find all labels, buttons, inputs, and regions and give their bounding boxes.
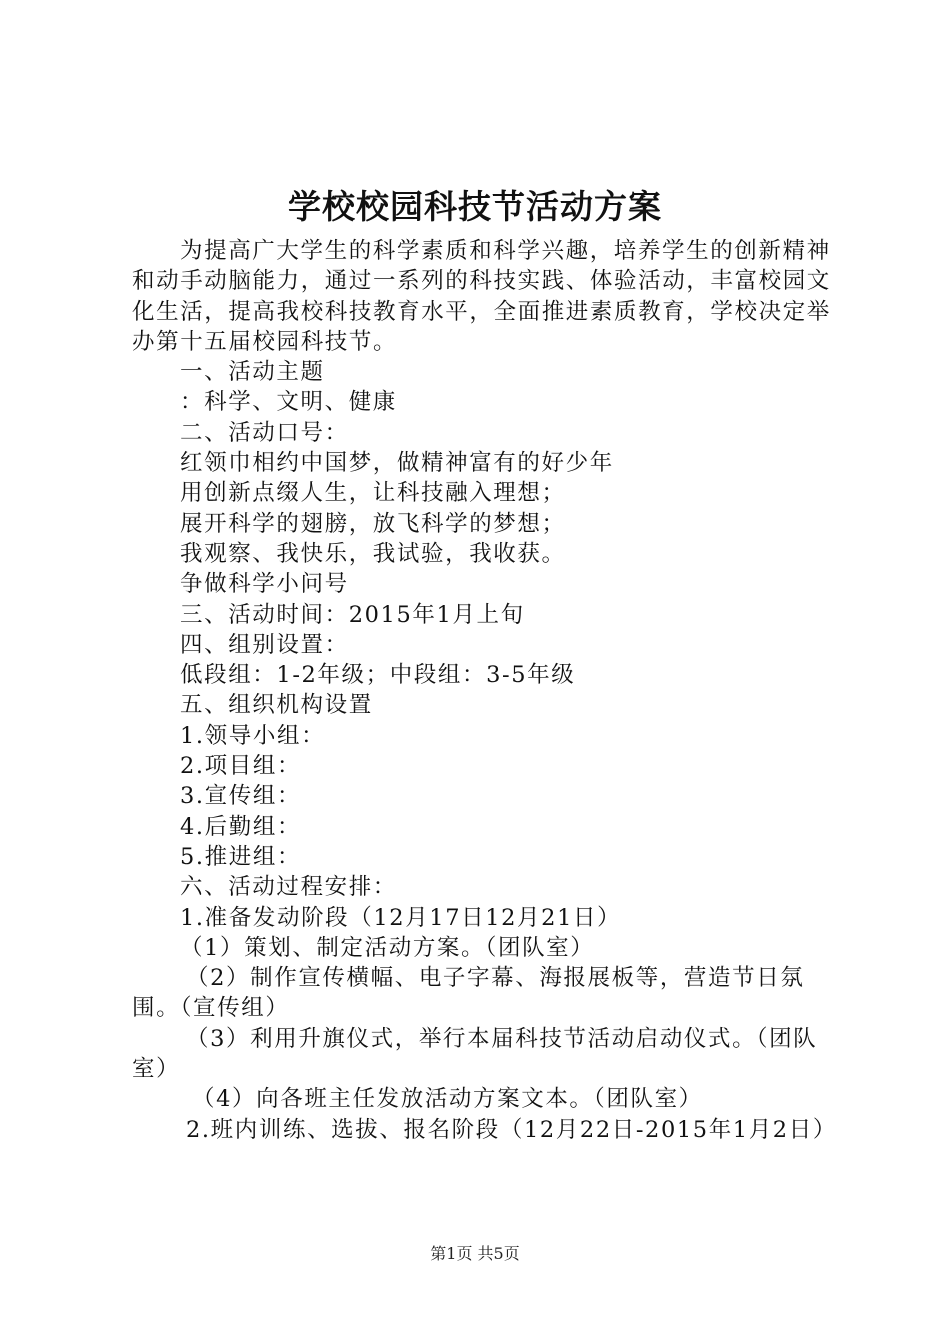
slogan-line: 争做科学小问号 [180, 571, 349, 598]
section-heading-process: 六、活动过程安排： [180, 874, 397, 901]
section-heading-slogan: 二、活动口号： [180, 419, 349, 446]
stage-heading: 1.准备发动阶段（12月17日12月21日） [180, 904, 622, 931]
org-item: 3.宣传组： [180, 783, 302, 810]
section-heading-time: 三、活动时间：2015年1月上旬 [180, 601, 525, 628]
page-title: 学校校园科技节活动方案 [288, 187, 662, 226]
section-heading-groups: 四、组别设置： [180, 631, 349, 658]
page-number: 第1页 共5页 [430, 1244, 520, 1263]
slogan-line: 用创新点缀人生，让科技融入理想； [180, 480, 566, 507]
org-item: 5.推进组： [180, 843, 302, 870]
stage-heading: 2.班内训练、选拔、报名阶段（12月22日-2015年1月2日） [186, 1116, 837, 1143]
org-item: 2.项目组： [180, 753, 302, 780]
slogan-line: 展开科学的翅膀，放飞科学的梦想； [180, 510, 566, 537]
stage-item: （3）利用升旗仪式，举行本届科技节活动启动仪式。（团队室） [132, 1025, 818, 1083]
groups-text: 低段组：1-2年级；中段组：3-5年级 [180, 662, 576, 689]
slogan-line: 我观察、我快乐，我试验，我收获。 [180, 540, 566, 567]
stage-item: （2）制作宣传横幅、电子字幕、海报展板等，营造节日氛围。（宣传组） [132, 965, 805, 1022]
theme-text: ：科学、文明、健康 [180, 389, 397, 416]
section-heading-organization: 五、组织机构设置 [180, 692, 373, 719]
intro-paragraph: 为提高广大学生的科学素质和科学兴趣，培养学生的创新精神和动手动脑能力，通过一系列的科技实践、体验活动，丰富校园文化生活，提高我校科技教育水平，全面推进素质教育，学校决定举办第十五届校园科技节。 [132, 238, 831, 355]
document-body [132, 236, 836, 1145]
stage-item: （1）策划、制定活动方案。（团队室） [180, 934, 595, 961]
org-item: 1.领导小组： [180, 722, 326, 749]
stage-item: （4）向各班主任发放活动方案文本。（团队室） [192, 1086, 703, 1113]
slogan-line: 红领巾相约中国梦，做精神富有的好少年 [180, 450, 614, 477]
org-item: 4.后勤组： [180, 813, 302, 840]
section-heading-theme: 一、活动主题 [180, 359, 325, 386]
